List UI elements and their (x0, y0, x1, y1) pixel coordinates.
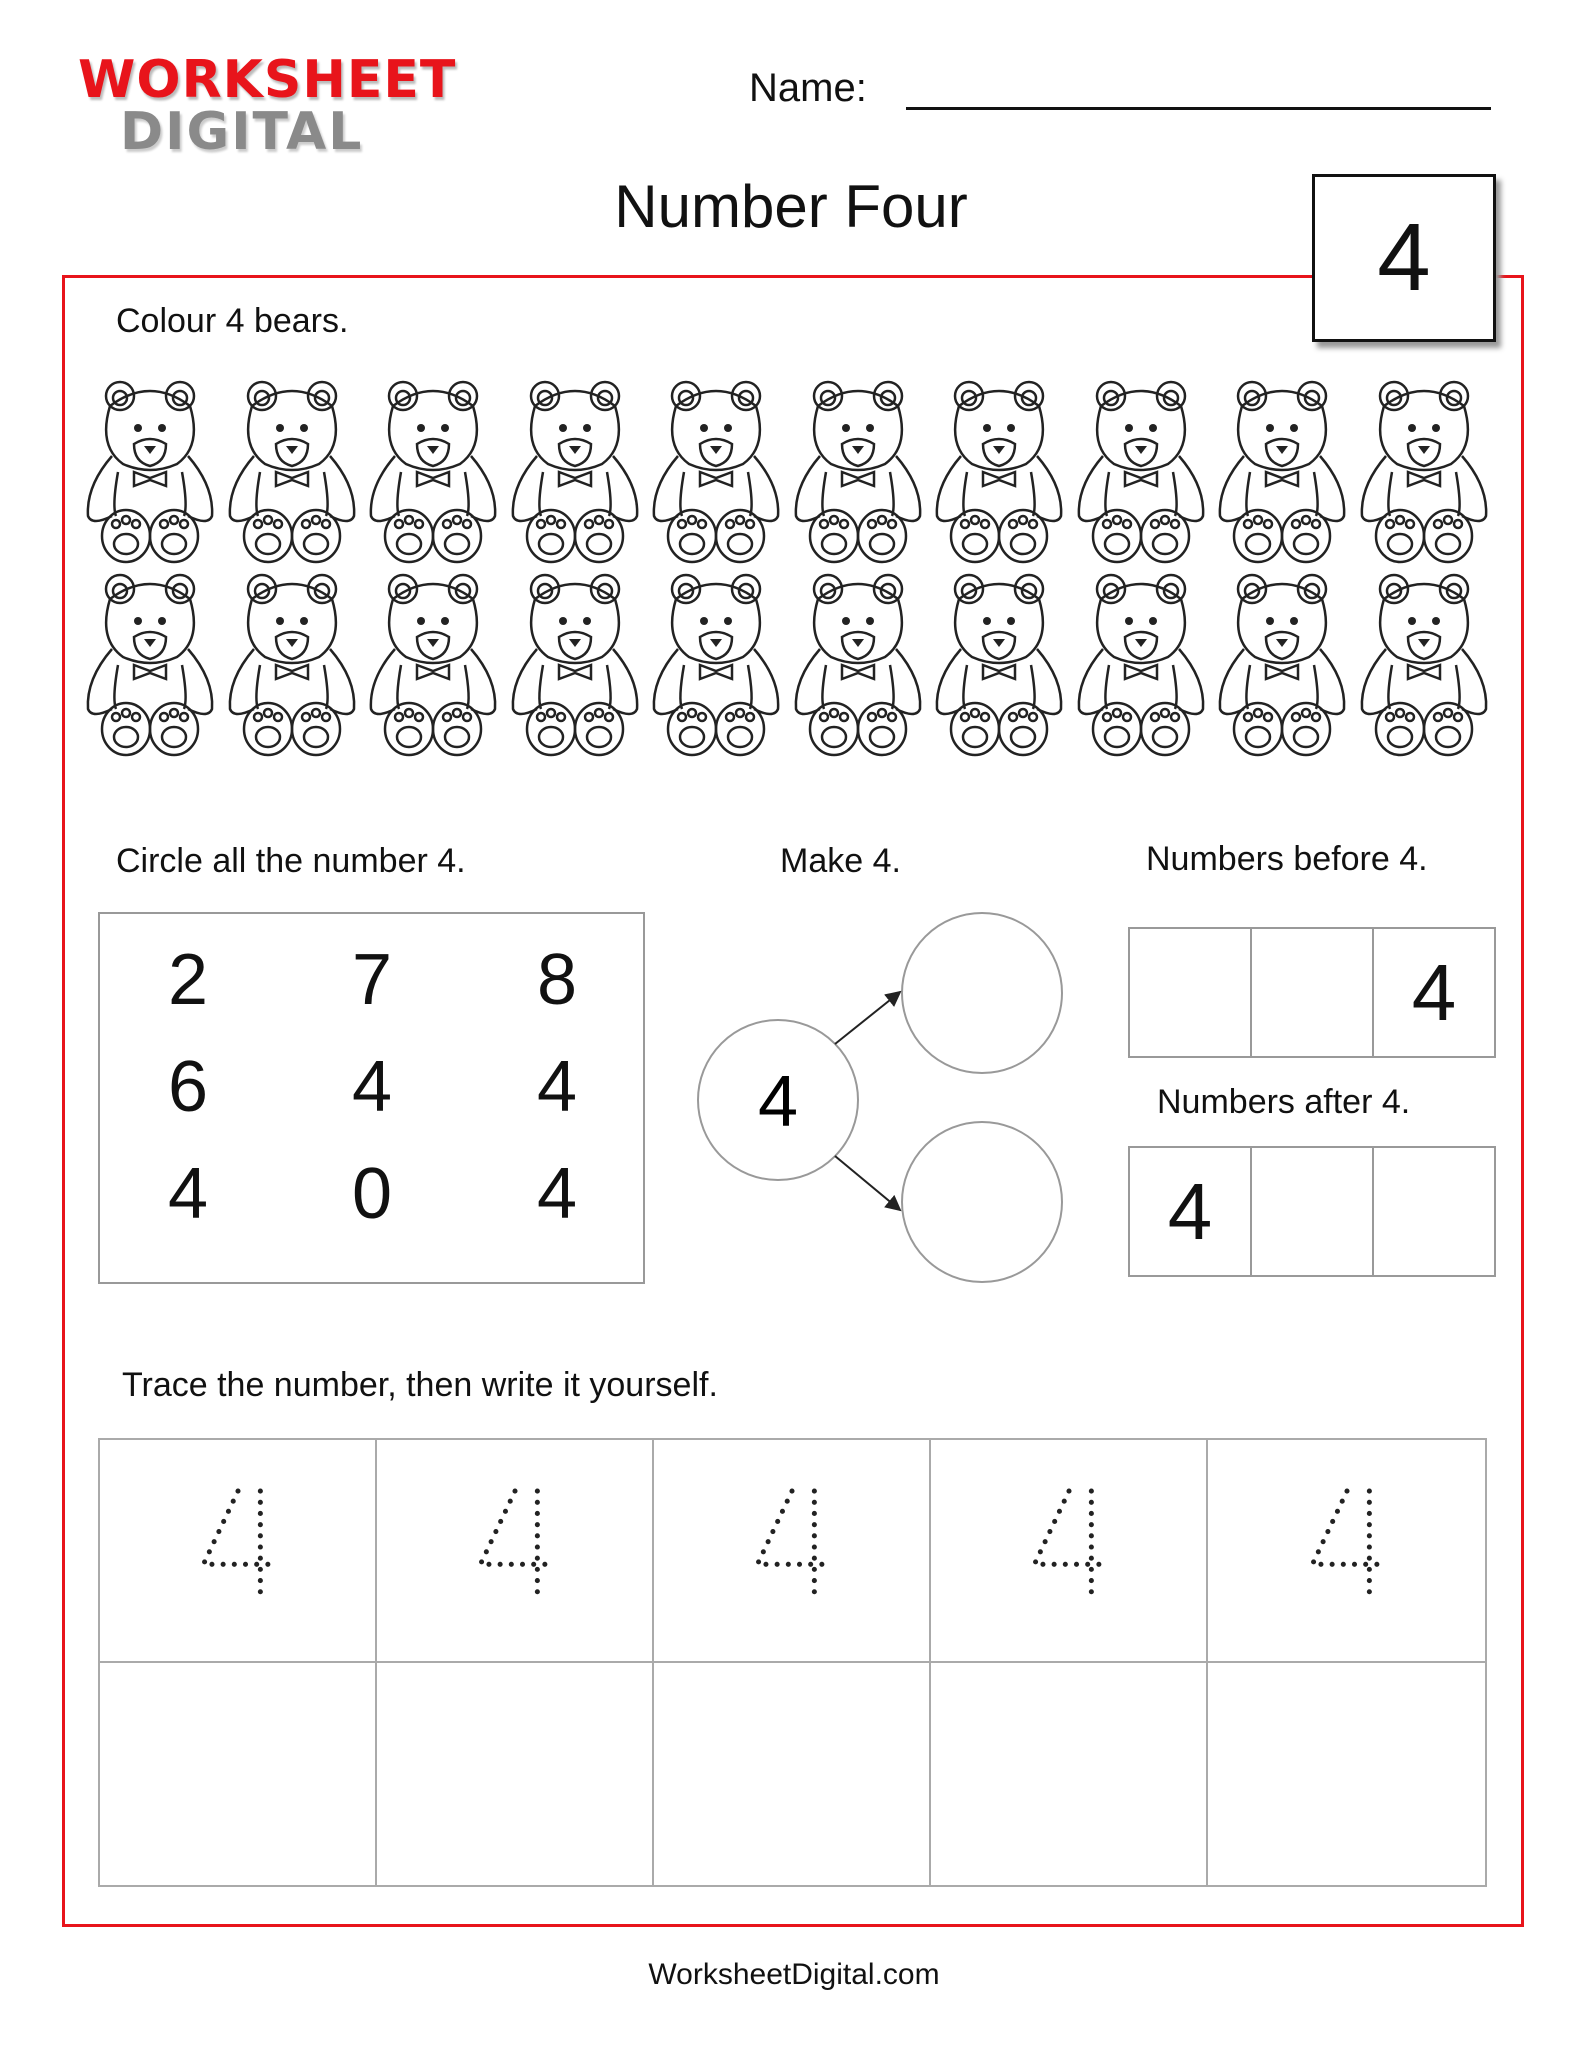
bear-image[interactable] (648, 569, 784, 757)
bear-image[interactable] (365, 376, 501, 564)
part-circle-bottom[interactable] (902, 1122, 1062, 1282)
bear-image[interactable] (82, 376, 218, 564)
grid-number[interactable]: 0 (351, 1154, 393, 1234)
grid-number[interactable]: 4 (351, 1047, 393, 1127)
grid-number[interactable]: 4 (536, 1047, 578, 1127)
grid-number[interactable]: 2 (167, 940, 209, 1020)
before-box: 4 (1411, 947, 1457, 1037)
name-input-line[interactable] (906, 107, 1491, 110)
grid-number[interactable]: 8 (536, 940, 578, 1020)
bear-image[interactable] (1073, 376, 1209, 564)
bear-image[interactable] (931, 376, 1067, 564)
before-box[interactable] (1252, 929, 1374, 1056)
number-badge: 4 (1312, 174, 1496, 342)
bear-image[interactable] (365, 569, 501, 757)
grid-number[interactable]: 7 (351, 940, 393, 1020)
trace-cell[interactable] (1208, 1440, 1485, 1663)
bear-image[interactable] (507, 376, 643, 564)
page-title: Number Four (614, 173, 968, 240)
after-box[interactable] (1252, 1148, 1374, 1275)
bear-image[interactable] (507, 569, 643, 757)
before-instruction: Numbers before 4. (1146, 840, 1428, 878)
part-circle-top[interactable] (902, 913, 1062, 1073)
arrow-bottom (835, 1156, 900, 1210)
before-box[interactable] (1130, 929, 1252, 1056)
colour-instruction: Colour 4 bears. (116, 302, 349, 340)
bear-image[interactable] (1214, 569, 1350, 757)
number-grid (98, 912, 645, 1284)
trace-instruction: Trace the number, then write it yourself. (122, 1366, 718, 1404)
before-boxes (1128, 927, 1496, 1058)
write-cell[interactable] (100, 1663, 377, 1886)
number-bond-diagram (690, 900, 1070, 1300)
trace-cell[interactable] (654, 1440, 931, 1663)
name-label: Name: (749, 66, 867, 110)
circle-instruction: Circle all the number 4. (116, 842, 466, 880)
write-cell[interactable] (377, 1663, 654, 1886)
dotted-digit-4 (474, 1485, 556, 1607)
bear-image[interactable] (1356, 569, 1492, 757)
trace-grid (98, 1438, 1487, 1887)
write-cell[interactable] (1208, 1663, 1485, 1886)
dotted-digit-4 (197, 1485, 279, 1607)
write-cell[interactable] (654, 1663, 931, 1886)
bear-image[interactable] (648, 376, 784, 564)
grid-number[interactable]: 6 (167, 1047, 209, 1127)
write-cell[interactable] (931, 1663, 1208, 1886)
grid-number[interactable]: 4 (536, 1154, 578, 1234)
bear-image[interactable] (1356, 376, 1492, 564)
logo-digital: DIGITAL (120, 102, 364, 162)
bear-image[interactable] (224, 569, 360, 757)
whole-number: 4 (757, 1062, 799, 1142)
bear-image[interactable] (1214, 376, 1350, 564)
bear-image[interactable] (224, 376, 360, 564)
bear-image[interactable] (790, 569, 926, 757)
dotted-digit-4 (1306, 1485, 1388, 1607)
arrow-top (835, 992, 900, 1044)
after-boxes (1128, 1146, 1496, 1277)
bear-image[interactable] (82, 569, 218, 757)
logo-worksheet: WORKSHEET (78, 50, 457, 110)
trace-cell[interactable] (377, 1440, 654, 1663)
after-box[interactable] (1374, 1148, 1494, 1275)
after-box: 4 (1130, 1148, 1252, 1275)
make-instruction: Make 4. (780, 842, 901, 880)
footer-url: WorksheetDigital.com (648, 1958, 940, 1991)
dotted-digit-4 (1028, 1485, 1110, 1607)
bear-image[interactable] (790, 376, 926, 564)
trace-cell[interactable] (931, 1440, 1208, 1663)
grid-number[interactable]: 4 (167, 1154, 209, 1234)
bear-image[interactable] (1073, 569, 1209, 757)
bear-image[interactable] (931, 569, 1067, 757)
dotted-digit-4 (751, 1485, 833, 1607)
after-instruction: Numbers after 4. (1157, 1083, 1411, 1121)
trace-cell[interactable] (100, 1440, 377, 1663)
